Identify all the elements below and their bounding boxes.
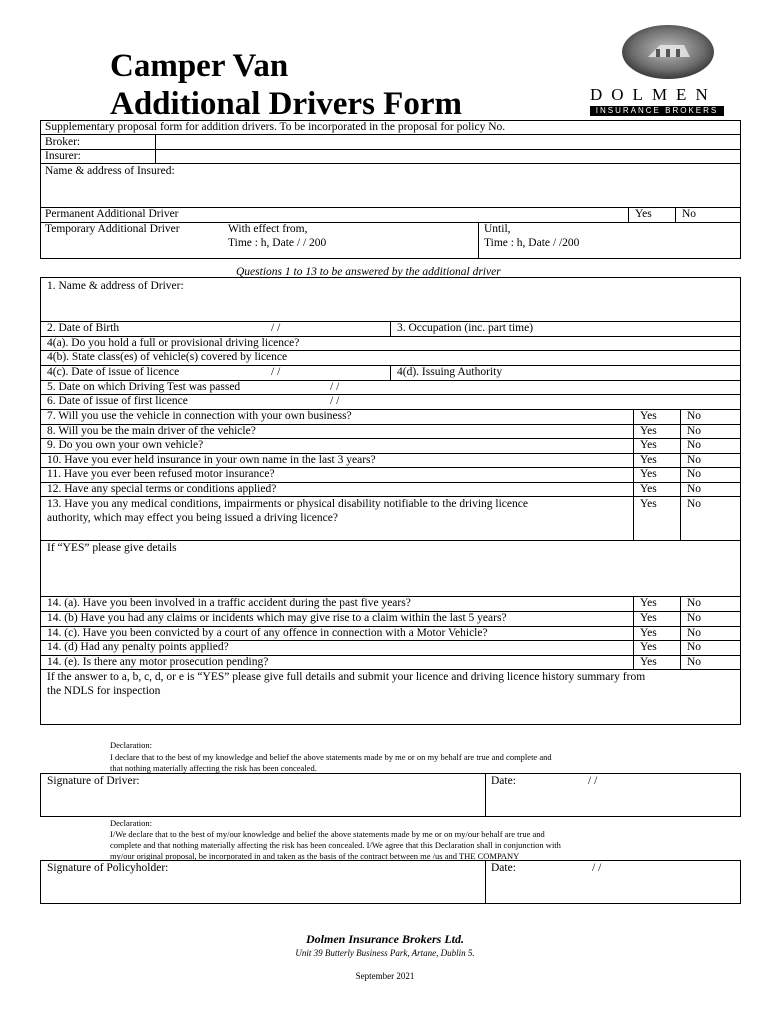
- insured-name-address-field[interactable]: [41, 180, 740, 206]
- q14d-yes[interactable]: Yes: [640, 641, 657, 653]
- q2-label: 2. Date of Birth: [47, 322, 120, 334]
- driver-signature-label: Signature of Driver:: [47, 775, 140, 787]
- q14e-no[interactable]: No: [687, 656, 702, 668]
- q7-no[interactable]: No: [687, 410, 702, 422]
- q14b-yes[interactable]: Yes: [640, 612, 657, 624]
- q14c-yes[interactable]: Yes: [640, 627, 657, 639]
- q8-no[interactable]: No: [687, 425, 702, 437]
- title-line-2: Additional Drivers Form: [110, 86, 462, 122]
- q12-no[interactable]: No: [687, 483, 702, 495]
- q6-label: 6. Date of issue of first licence: [47, 395, 188, 407]
- policyholder-signature-label: Signature of Policyholder:: [47, 862, 169, 874]
- q11-no[interactable]: No: [687, 468, 702, 480]
- q13-label-line1: 13. Have you any medical conditions, impairments or physical disability notifiable to the driving licence: [47, 498, 528, 510]
- q11-yes[interactable]: Yes: [640, 468, 657, 480]
- q14e-yes[interactable]: Yes: [640, 656, 657, 668]
- declaration2-line1: I/We declare that to the best of my/our knowledge and belief the above statements made by me or on my/our behalf are true and: [110, 829, 545, 839]
- q14b-no[interactable]: No: [687, 612, 702, 624]
- q11-label: 11. Have you ever been refused motor insurance?: [47, 468, 275, 480]
- dolmen-logo-icon: [620, 23, 716, 81]
- answer-instructions-line1: If the answer to a, b, c, d, or e is “YES” please give full details and submit your licence and driving licence history summary from: [47, 671, 646, 683]
- insurer-label: Insurer:: [45, 150, 81, 162]
- licence-issue-date-field[interactable]: / /: [271, 366, 281, 378]
- declaration1-line1: I declare that to the best of my knowledge and belief the above statements made by me or on my behalf are true and complete and: [110, 752, 552, 762]
- q13-no[interactable]: No: [687, 498, 702, 510]
- driver-name-address-field[interactable]: [41, 294, 740, 320]
- answer-instructions-line2: the NDLS for inspection: [47, 685, 161, 697]
- q14a-no[interactable]: No: [687, 597, 702, 609]
- details-field[interactable]: [41, 556, 740, 595]
- with-effect-label: With effect from,: [228, 223, 308, 235]
- q14a-yes[interactable]: Yes: [640, 597, 657, 609]
- driver-signature-field[interactable]: [41, 789, 484, 816]
- q8-yes[interactable]: Yes: [640, 425, 657, 437]
- title-line-1: Camper Van: [110, 48, 289, 84]
- insured-name-address-label: Name & address of Insured:: [45, 165, 175, 177]
- q13-label-line2: authority, which may effect you being issued a driving licence?: [47, 512, 338, 524]
- q9-no[interactable]: No: [687, 439, 702, 451]
- footer-address: Unit 39 Butterly Business Park, Artane, Dublin 5.: [295, 948, 475, 958]
- q4b-label: 4(b). State class(es) of vehicle(s) covered by licence: [47, 351, 288, 363]
- q4c-label: 4(c). Date of issue of licence: [47, 366, 180, 378]
- declaration2-line3: my/our original proposal, be incorporated in and taken as the basis of the contract between me /us and THE COMPANY: [110, 851, 520, 861]
- insurer-field[interactable]: [156, 150, 740, 163]
- broker-field[interactable]: [156, 135, 740, 149]
- q8-label: 8. Will you be the main driver of the vehicle?: [47, 425, 256, 437]
- q1-label: 1. Name & address of Driver:: [47, 280, 184, 292]
- q14d-label: 14. (d) Had any penalty points applied?: [47, 641, 229, 653]
- q14d-no[interactable]: No: [687, 641, 702, 653]
- q14c-label: 14. (c). Have you been convicted by a court of any offence in connection with a Motor Vehicle?: [47, 627, 488, 639]
- permanent-driver-label: Permanent Additional Driver: [45, 208, 179, 220]
- questions-caption: Questions 1 to 13 to be answered by the additional driver: [236, 266, 501, 278]
- test-passed-date-field[interactable]: / /: [330, 381, 340, 393]
- footer-date: September 2021: [355, 971, 415, 981]
- q12-label: 12. Have any special terms or conditions applied?: [47, 483, 277, 495]
- permanent-yes[interactable]: Yes: [635, 208, 652, 220]
- time-until-field[interactable]: Time : h, Date / /200: [484, 237, 580, 249]
- q10-label: 10. Have you ever held insurance in your own name in the last 3 years?: [47, 454, 376, 466]
- driver-date-field[interactable]: / /: [588, 775, 598, 787]
- declaration2-heading: Declaration:: [110, 818, 153, 828]
- footer-company: Dolmen Insurance Brokers Ltd.: [305, 932, 465, 946]
- q14e-label: 14. (e). Is there any motor prosecution pending?: [47, 656, 269, 668]
- temporary-driver-label: Temporary Additional Driver: [45, 223, 180, 235]
- q4a-label: 4(a). Do you hold a full or provisional driving licence?: [47, 337, 300, 349]
- broker-label: Broker:: [45, 136, 81, 148]
- q14b-label: 14. (b) Have you had any claims or incidents which may give rise to a claim within the last 5 years?: [47, 612, 507, 624]
- policyholder-date-field[interactable]: / /: [592, 862, 602, 874]
- q10-no[interactable]: No: [687, 454, 702, 466]
- intro-text: Supplementary proposal form for addition drivers. To be incorporated in the proposal for policy No.: [45, 121, 506, 133]
- q14a-label: 14. (a). Have you been involved in a traffic accident during the past five years?: [47, 597, 411, 609]
- q12-yes[interactable]: Yes: [640, 483, 657, 495]
- policyholder-date-label: Date:: [491, 862, 516, 874]
- q3-label: 3. Occupation (inc. part time): [397, 322, 534, 334]
- q14c-no[interactable]: No: [687, 627, 702, 639]
- driver-date-label: Date:: [491, 775, 516, 787]
- time-from-field[interactable]: Time : h, Date / / 200: [228, 237, 327, 249]
- q7-yes[interactable]: Yes: [640, 410, 657, 422]
- policyholder-signature-field[interactable]: [41, 876, 484, 903]
- logo-wordmark: DOLMEN: [590, 85, 717, 104]
- until-label: Until,: [484, 223, 511, 235]
- declaration1-heading: Declaration:: [110, 740, 153, 750]
- first-licence-date-field[interactable]: / /: [330, 395, 340, 407]
- q9-yes[interactable]: Yes: [640, 439, 657, 451]
- q4d-label: 4(d). Issuing Authority: [397, 366, 503, 378]
- declaration1-line2: that nothing materially affecting the risk has been concealed.: [110, 763, 317, 773]
- dob-field[interactable]: / /: [271, 322, 281, 334]
- q9-label: 9. Do you own your own vehicle?: [47, 439, 204, 451]
- declaration2-line2: complete and that nothing materially affecting the risk has been concealed. I/We agree that this Declaration shall in conjunction with: [110, 840, 561, 850]
- permanent-no[interactable]: No: [682, 208, 697, 220]
- if-yes-details-label: If “YES” please give details: [47, 542, 177, 554]
- q13-yes[interactable]: Yes: [640, 498, 657, 510]
- q5-label: 5. Date on which Driving Test was passed: [47, 381, 241, 393]
- q7-label: 7. Will you use the vehicle in connection with your own business?: [47, 410, 352, 422]
- q10-yes[interactable]: Yes: [640, 454, 657, 466]
- logo-subtitle: INSURANCE BROKERS: [590, 106, 724, 116]
